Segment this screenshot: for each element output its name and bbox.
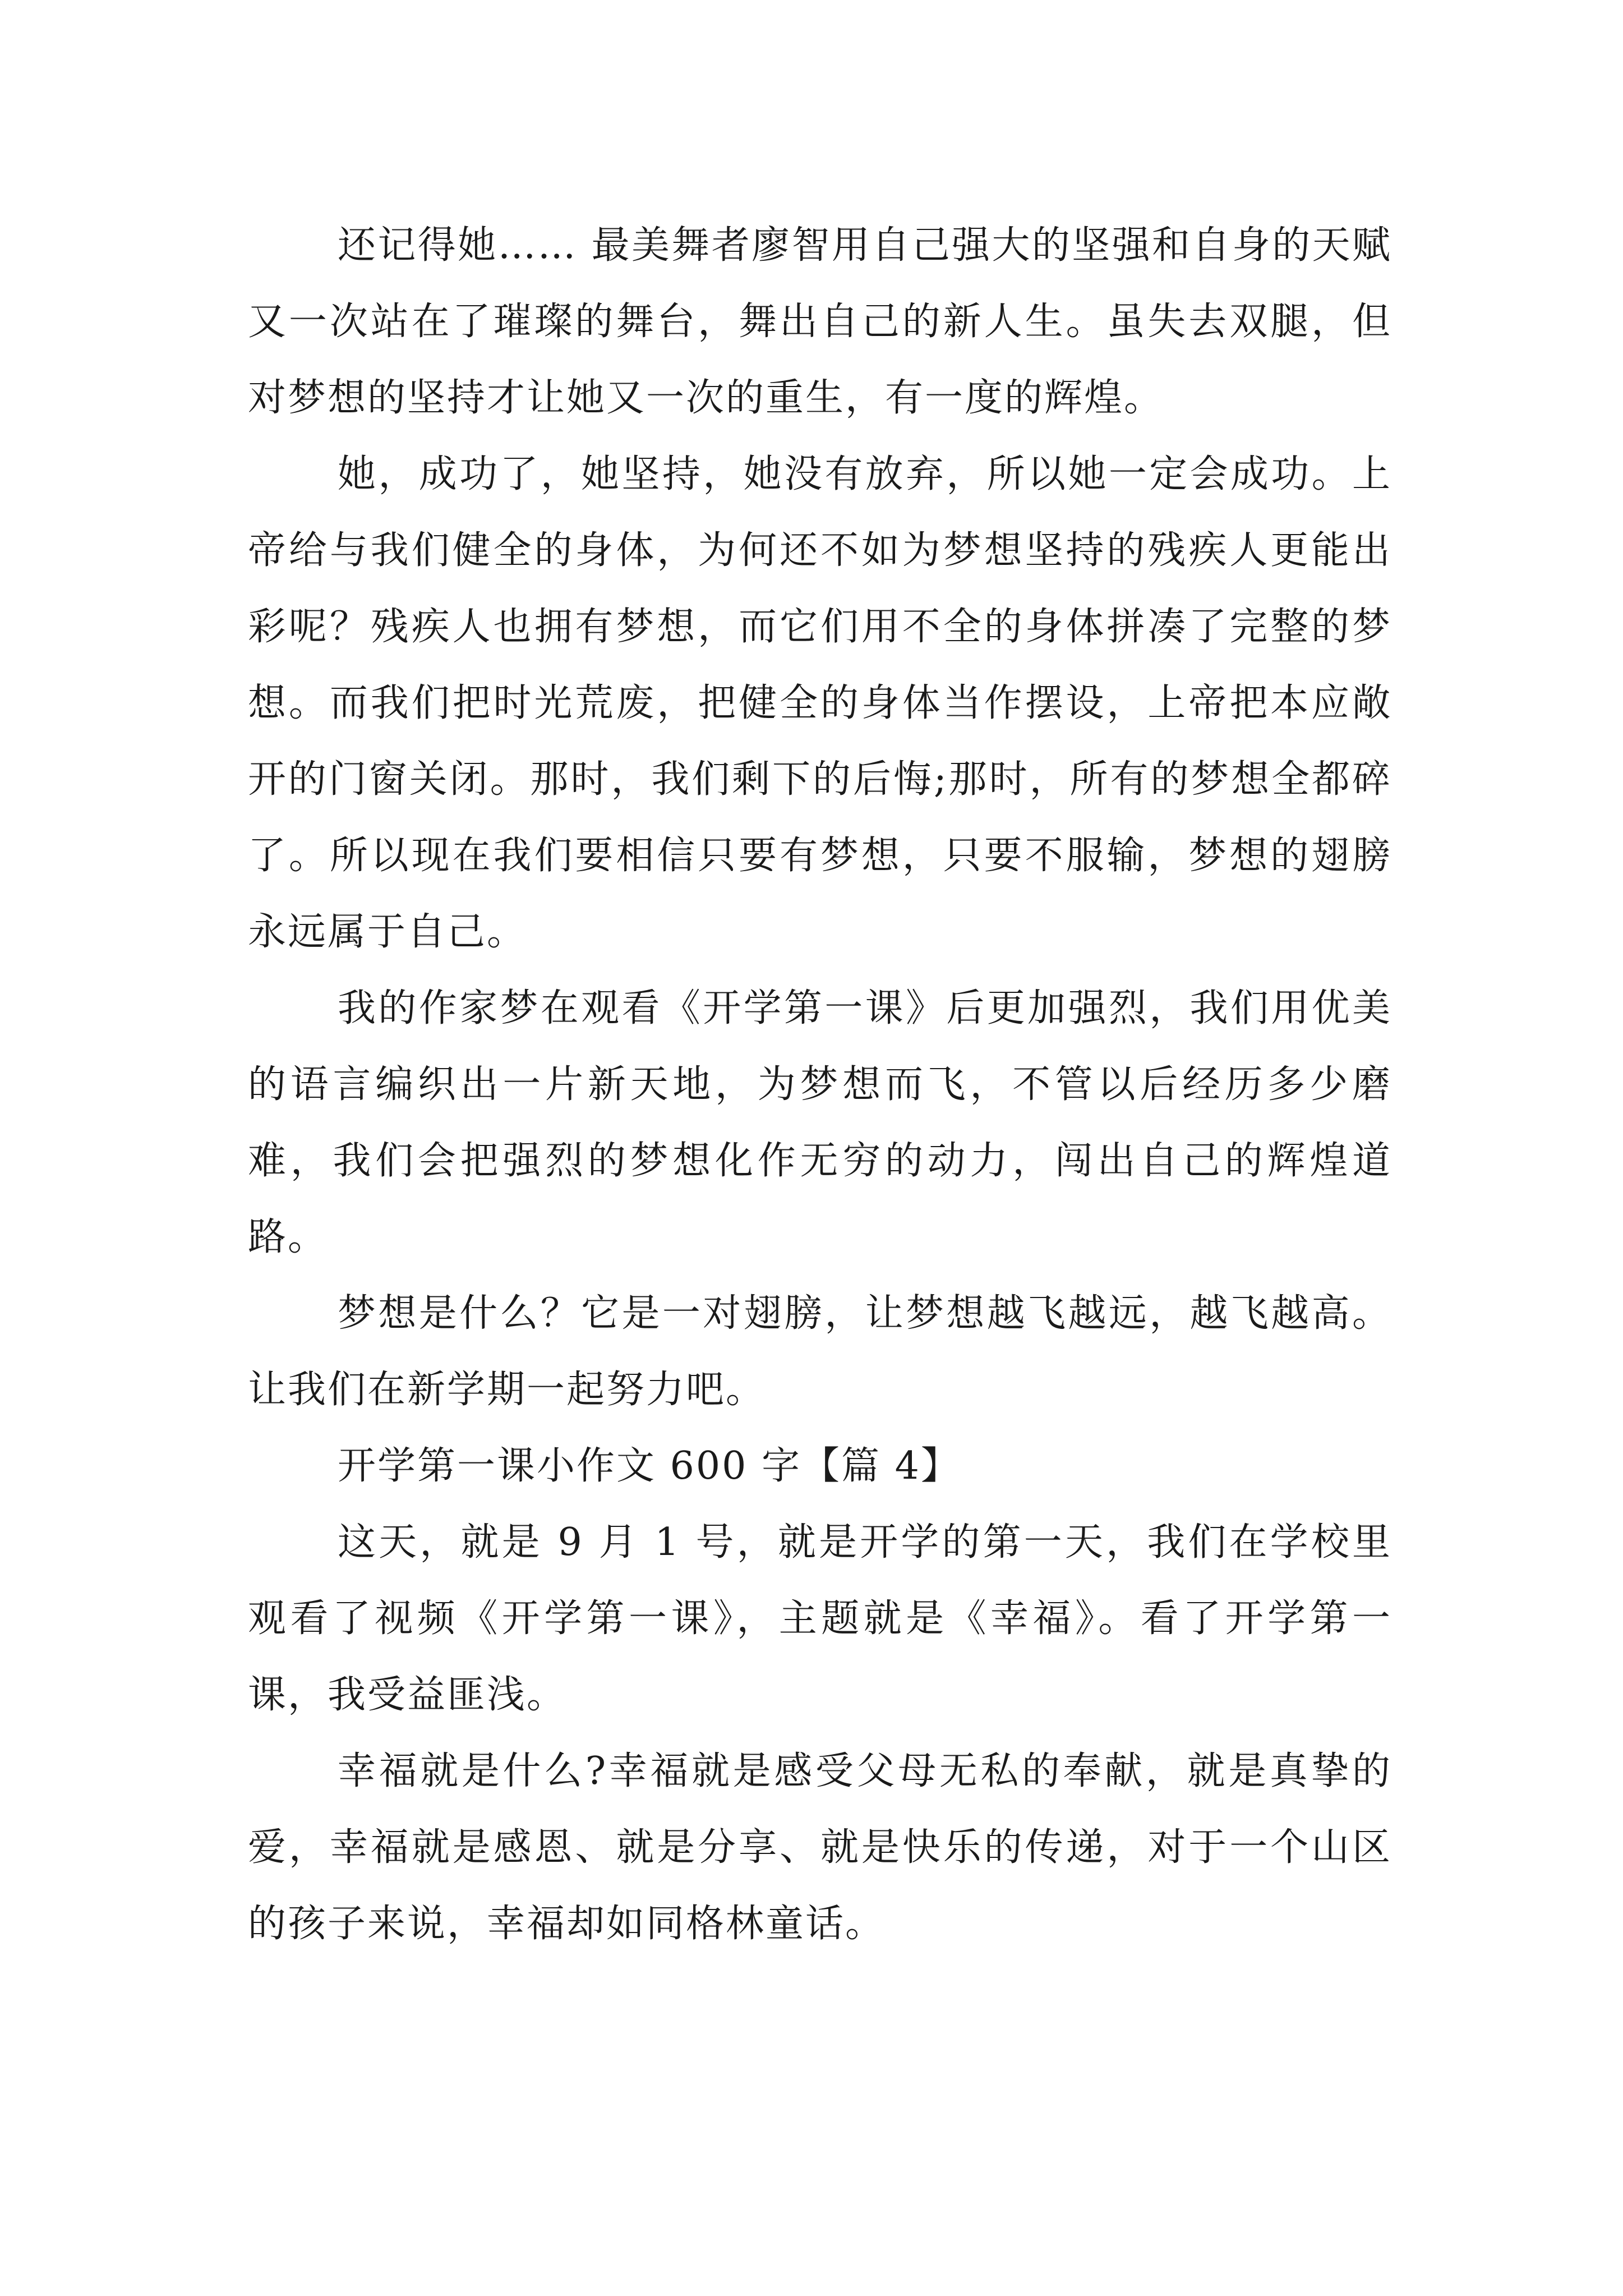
- paragraph-6: 幸福就是什么?幸福就是感受父母无私的奉献，就是真挚的爱，幸福就是感恩、就是分享、就是快乐的传递，对于一个山区的孩子来说，幸福却如同格林童话。: [248, 1749, 1392, 1946]
- paragraph-4: 梦想是什么？它是一对翅膀，让梦想越飞越远，越飞越高。让我们在新学期一起努力吧。: [248, 1291, 1392, 1412]
- paragraph-1: 还记得她…… 最美舞者廖智用自己强大的坚强和自身的天赋又一次站在了璀璨的舞台，舞出自己的新人生。虽失去双腿，但对梦想的坚持才让她又一次的重生，有一度的辉煌。: [248, 223, 1392, 420]
- document-body: [248, 208, 1392, 1962]
- section-heading: 开学第一课小作文 600 字【篇 4】: [338, 1444, 961, 1488]
- paragraph-5: 这天，就是 9 月 1 号，就是开学的第一天，我们在学校里观看了视频《开学第一课》，主题就是《幸福》。看了开学第一课，我受益匪浅。: [248, 1520, 1392, 1717]
- paragraph-3: 我的作家梦在观看《开学第一课》后更加强烈，我们用优美的语言编织出一片新天地，为梦想而飞，不管以后经历多少磨难，我们会把强烈的梦想化作无穷的动力，闯出自己的辉煌道路。: [248, 986, 1392, 1259]
- paragraph-2: 她，成功了，她坚持，她没有放弃，所以她一定会成功。上帝给与我们健全的身体，为何还不如为梦想坚持的残疾人更能出彩呢？残疾人也拥有梦想，而它们用不全的身体拼凑了完整的梦想。而我们把时光荒废，把健全的身体当作摆设，上帝把本应敞开的门窗关闭。那时，我们剩下的后悔;那时，所有的梦想全都碎了。所以现在我们要相信只要有梦想，只要不服输，梦想的翅膀永远属于自己。: [248, 452, 1392, 954]
